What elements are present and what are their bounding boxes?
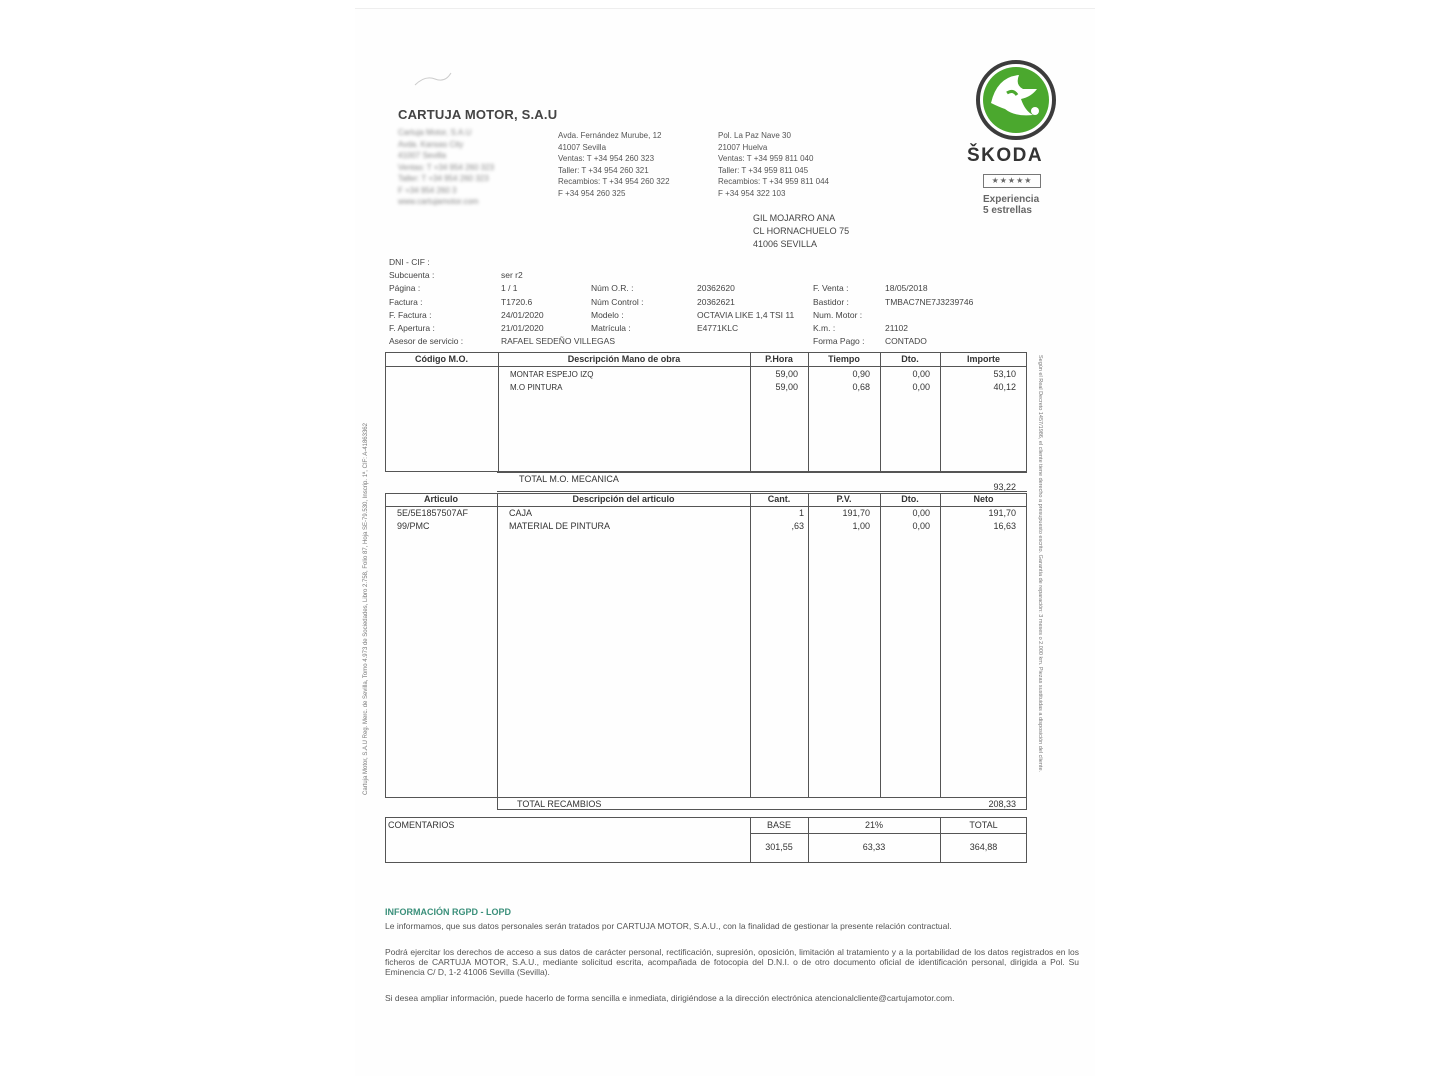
side-registry-text: Cartuja Motor, S.A.U Reg. Merc. de Sevilla, Tomo 4.973 de Sociedades, Libro 2.758, Folio 87, Hoja SE-79.530, Inscrip. 1ª, CIF: A-41863362 — [363, 423, 369, 795]
parts-header-dto: Dto. — [901, 494, 919, 504]
labor-header-code: Código M.O. — [415, 354, 468, 364]
total-value: 364,88 — [969, 842, 998, 852]
parts-total-value: 208,33 — [988, 799, 1016, 809]
labor-header-price: P.Hora — [765, 354, 793, 364]
lopd-paragraph-2: Podrá ejercitar los derechos de acceso a sus datos de carácter personal, rectificación, supresión, oposición, limitación al tratamiento y a la portabilidad de los datos registrados en los ficheros de CARTUJA MOTOR, S.A.U., mediante solicitud escrita, acompañada de fotocopia del D.N.I. o de otro documento oficial de identificación personal, dirigida a Pol. Su Eminencia C/ D, 1-2 41006 Sevilla (Sevilla). — [385, 947, 1079, 977]
comments-label: COMENTARIOS — [388, 820, 455, 830]
company-name: CARTUJA MOTOR, S.A.U — [398, 107, 558, 122]
base-label: BASE — [766, 820, 791, 830]
parts-header-code: Articulo — [423, 494, 458, 504]
experience-badge: Experiencia 5 estrellas — [983, 194, 1040, 216]
stars-rating: ★★★★★ — [983, 174, 1041, 188]
parts-header-price: P.V. — [836, 494, 852, 504]
labor-table — [385, 352, 1027, 472]
address-column-1: Cartuja Motor, S.A.U Avda. Kansas City 41007 Sevilla Ventas: T +34 954 260 323 Taller: T +34 954 260 323 F +34 954 260 3 www.cartujamotor.com — [398, 128, 495, 206]
total-label: TOTAL — [969, 820, 998, 830]
skoda-logo-icon — [975, 59, 1057, 141]
iva-value: 63,33 — [862, 842, 886, 852]
invoice-sheet: CARTUJA MOTOR, S.A.U Cartuja Motor, S.A.U Avda. Kansas City 41007 Sevilla Ventas: T +34 954 260 323 Taller: T +34 954 260 323 F +34 954 260 3 www.cartujamotor.com Avda. Fernández Murube, 12 41007 Sevilla Ventas: T +34 954 260 323 Taller: T +34 954 260 321 Recambios: T +34 954 260 322 F +34 954 260 325 Pol. La Paz Nave 30 21007 Huelva Ventas: T +34 959 811 040 Taller: T +34 959 811 045 Recambios: T +34 959 811 044 F +34 954 322 103 ŠKODA ★★★★★ Experiencia 5 estrellas GIL MOJARRO ANA CL HORNACHUELO 75 41006 SEVILLA DNI - CIF : Subcuenta : ser r2 Página : 1 / 1 Núm O.R. : 20362620 F. Venta : 18/05/2018 Factura : T1720.6 Núm Control : 20362621 Bastidor : TMBAC7NE7J3239746 F. Factura : 24/01/2020 Modelo : OCTAVIA LIKE 1,4 TSI 11 Num. Motor : F. Apertura : 21/01/2020 Matrícula : E4771KLC K.m. : 21102 Asesor de servicio : RAFAEL SEDEÑO VILLEGAS Forma Pago : CONTADO Código M.O. Descripción Mano de obra P.Hora Tiempo Dto. Importe MONTAR ESPEJO IZQ 59,00 0,90 0,00 53,10 M.O PINTURA 59,00 0,68 0,00 40,12 TOTAL M.O. MECANICA 93,22 Articulo Descripción del articulo Cant. P.V. Dto. Neto 5E/5E1857507AF CAJA 1 191,70 0,00 191,70 99/PMC MATERIAL DE PINTURA ,63 1,00 0,00 16,63 TOTAL RECAMBIOS 208,33 COMENTARIOS BASE 21% TOTAL 301,55 63,33 364,88 Cartuja Motor, S.A.U Reg. Merc. de Sevilla, Tomo 4.973 de Sociedades, Libro 2.758, Folio 87, Hoja SE-79.530, Inscrip. 1ª, CIF: A-41863362 Según el Real Decreto 1457/1986, el cliente tiene derecho a presupuesto escrito. Garantía de reparación: 3 meses o 2.000 km. Piezas sustituidas a disposición del cliente. INFORMACIÓN RGPD - LOPD Le informamos, que sus datos personales serán tratados por CARTUJA MOTOR, S.A.U., con la finalidad de gestionar la presente relación contractual. Podrá ejercitar los derechos de acceso a sus datos de carácter personal, rectificación, supresión, oposición, limitación al tratamiento y a la portabilidad de los datos registrados en los ficheros de CARTUJA MOTOR, S.A.U., mediante solicitud escrita, acompañada de fotocopia del D.N.I. o de otro documento oficial de identificación personal, dirigida a Pol. Su Eminencia C/ D, 1-2 41006 Sevilla (Sevilla). Si desea ampliar información, puede hacerlo de forma sencilla e inmediata, dirigiéndose a la dirección electrónica atencionalcliente@cartujamotor.com. — [355, 8, 1095, 1076]
parts-table — [385, 493, 1027, 798]
recipient-address: GIL MOJARRO ANA CL HORNACHUELO 75 41006 SEVILLA — [753, 213, 850, 249]
base-value: 301,55 — [765, 842, 793, 852]
lopd-paragraph-3: Si desea ampliar información, puede hacerlo de forma sencilla e inmediata, dirigiéndose a la dirección electrónica atencionalcliente@cartujamotor.com. — [385, 993, 955, 1003]
address-column-2: Avda. Fernández Murube, 12 41007 Sevilla Ventas: T +34 954 260 323 Taller: T +34 954 260 321 Recambios: T +34 954 260 322 F +34 954 260 325 — [558, 131, 670, 198]
side-legal-text: Según el Real Decreto 1457/1986, el cliente tiene derecho a presupuesto escrito. Garantía de reparación: 3 meses o 2.000 km. Piezas sustituidas a disposición del cliente. — [1037, 355, 1043, 773]
parts-header-net: Neto — [973, 494, 994, 504]
labor-header-desc: Descripción Mano de obra — [567, 354, 681, 364]
parts-header-qty: Cant. — [767, 494, 791, 504]
labor-header-time: Tiempo — [828, 354, 860, 364]
labor-header-amount: Importe — [966, 354, 1000, 364]
parts-header-desc: Descripción del articulo — [572, 494, 675, 504]
iva-label: 21% — [864, 820, 883, 830]
invoice-metadata: DNI - CIF : Subcuenta : ser r2 Página : 1 / 1 Núm O.R. : 20362620 F. Venta : 18/05/2018 Factura : T1720.6 Núm Control : 20362621 Bastidor : TMBAC7NE7J3239746 F. Factura : 24/01/2020 Modelo : OCTAVIA LIKE 1,4 TSI 11 Num. Motor : F. Apertura : 21/01/2020 Matrícula : E4771KLC K.m. : 21102 Asesor de servicio : RAFAEL SEDEÑO VILLEGAS Forma Pago : CONTADO — [389, 256, 974, 347]
lopd-paragraph-1: Le informamos, que sus datos personales serán tratados por CARTUJA MOTOR, S.A.U., con la finalidad de gestionar la presente relación contractual. — [385, 921, 952, 931]
labor-total-value: 93,22 — [993, 482, 1016, 492]
parts-total-label: TOTAL RECAMBIOS — [517, 799, 602, 809]
labor-header-dto: Dto. — [901, 354, 919, 364]
pen-scribble — [413, 69, 453, 89]
lopd-title: INFORMACIÓN RGPD - LOPD — [385, 907, 511, 917]
address-column-3: Pol. La Paz Nave 30 21007 Huelva Ventas: T +34 959 811 040 Taller: T +34 959 811 045 Recambios: T +34 959 811 044 F +34 954 322 103 — [718, 131, 829, 198]
brand-wordmark: ŠKODA — [967, 145, 1044, 166]
labor-total-label: TOTAL M.O. MECANICA — [519, 474, 619, 484]
